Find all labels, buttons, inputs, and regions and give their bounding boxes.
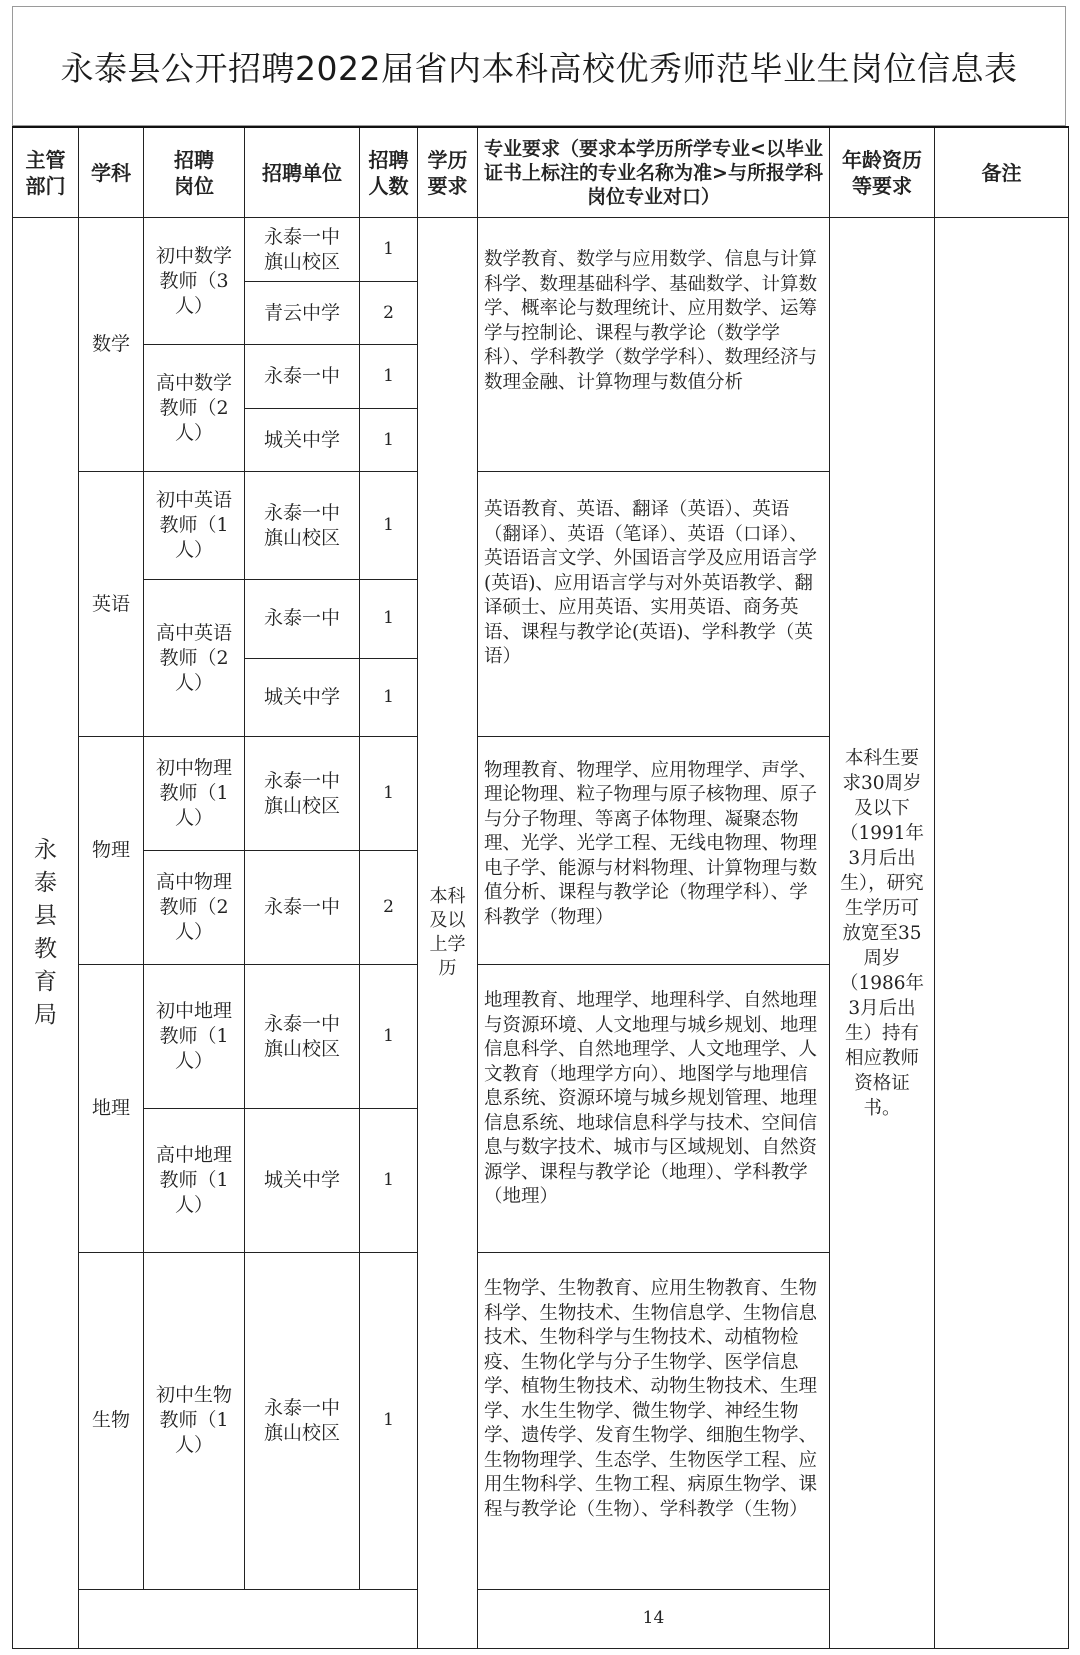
total-count-cell: 14 bbox=[478, 1589, 830, 1648]
unit-cell: 永泰一中旗山校区 bbox=[245, 736, 360, 850]
page-title: 永泰县公开招聘2022届省内本科高校优秀师范毕业生岗位信息表 bbox=[60, 48, 1018, 88]
header-row bbox=[13, 127, 1069, 218]
header-major: 专业要求（要求本学历所学专业<以毕业证书上标注的专业名称为准>与所报学科岗位专业对口） bbox=[478, 127, 830, 218]
subject-cell: 物理 bbox=[79, 736, 144, 965]
subject-cell: 生物 bbox=[79, 1253, 144, 1589]
count-cell: 1 bbox=[360, 408, 418, 471]
count-cell: 1 bbox=[360, 1253, 418, 1589]
major-cell: 数学教育、数学与应用数学、信息与计算科学、数理基础科学、基础数学、计算数学、概率论与数理统计、应用数学、运筹学与控制论、课程与教学论（数学学科）、学科教学（数学学科）、数理经济与数理金融、计算物理与数值分析 bbox=[478, 218, 830, 472]
unit-cell: 永泰一中 bbox=[245, 345, 360, 408]
header-remark: 备注 bbox=[935, 127, 1069, 218]
subject-cell: 地理 bbox=[79, 965, 144, 1253]
subject-cell: 数学 bbox=[79, 218, 144, 472]
age-requirement-cell: 本科生要求30周岁及以下（1991年3月后出生），研究生学历可放宽至35周岁（1986年3月后出生）持有相应教师资格证书。 bbox=[830, 218, 935, 1649]
header-age: 年龄资历等要求 bbox=[830, 127, 935, 218]
header-education: 学历要求 bbox=[418, 127, 478, 218]
position-cell: 初中地理教师（1人） bbox=[144, 965, 245, 1109]
position-cell: 初中生物教师（1人） bbox=[144, 1253, 245, 1589]
subject-cell: 英语 bbox=[79, 472, 144, 737]
header-position: 招聘岗位 bbox=[144, 127, 245, 218]
unit-cell: 城关中学 bbox=[245, 1109, 360, 1253]
major-cell: 物理教育、物理学、应用物理学、声学、理论物理、粒子物理与原子核物理、原子与分子物理、等离子体物理、凝聚态物理、光学、光学工程、无线电物理、物理电子学、能源与材料物理、计算物理与数值分析、课程与教学论（物理学科）、学科教学（物理） bbox=[478, 736, 830, 965]
unit-cell: 永泰一中旗山校区 bbox=[245, 218, 360, 281]
unit-cell: 城关中学 bbox=[245, 408, 360, 471]
recruitment-sheet bbox=[12, 6, 1068, 1651]
unit-cell: 城关中学 bbox=[245, 658, 360, 736]
header-unit: 招聘单位 bbox=[245, 127, 360, 218]
remark-cell bbox=[935, 218, 1069, 1649]
table-row bbox=[13, 218, 1069, 281]
count-cell: 1 bbox=[360, 218, 418, 281]
count-cell: 1 bbox=[360, 965, 418, 1109]
unit-cell: 永泰一中 bbox=[245, 851, 360, 965]
department-cell: 永泰县教育局 bbox=[13, 218, 79, 1649]
unit-cell: 青云中学 bbox=[245, 281, 360, 344]
count-cell: 1 bbox=[360, 472, 418, 580]
title-box bbox=[12, 6, 1066, 126]
header-dept: 主管部门 bbox=[13, 127, 79, 218]
count-cell: 1 bbox=[360, 580, 418, 658]
position-cell: 高中物理教师（2人） bbox=[144, 851, 245, 965]
count-cell: 2 bbox=[360, 851, 418, 965]
count-cell: 2 bbox=[360, 281, 418, 344]
count-cell: 1 bbox=[360, 345, 418, 408]
position-cell: 高中数学教师（2人） bbox=[144, 345, 245, 472]
count-cell: 1 bbox=[360, 658, 418, 736]
unit-cell: 永泰一中旗山校区 bbox=[245, 965, 360, 1109]
position-cell: 高中英语教师（2人） bbox=[144, 580, 245, 737]
count-cell: 1 bbox=[360, 1109, 418, 1253]
major-cell: 生物学、生物教育、应用生物教育、生物科学、生物技术、生物信息学、生物信息技术、生物科学与生物技术、动植物检疫、生物化学与分子生物学、医学信息学、植物生物技术、动物生物技术、生理学、水生生物学、微生物学、神经生物学、遗传学、发育生物学、细胞生物学、生物物理学、生态学、生物医学工程、应用生物科学、生物工程、病原生物学、课程与教学论（生物）、学科教学（生物） bbox=[478, 1253, 830, 1589]
unit-cell: 永泰一中旗山校区 bbox=[245, 472, 360, 580]
position-cell: 初中数学教师（3人） bbox=[144, 218, 245, 345]
unit-cell: 永泰一中 bbox=[245, 580, 360, 658]
education-cell: 本科及以上学历 bbox=[418, 218, 478, 1649]
major-cell: 地理教育、地理学、地理科学、自然地理与资源环境、人文地理与城乡规划、地理信息科学、自然地理学、人文地理学、人文教育（地理学方向）、地图学与地理信息系统、资源环境与城乡规划管理、地理信息系统、地球信息科学与技术、空间信息与数字技术、城市与区域规划、自然资源学、课程与教学论（地理）、学科教学（地理） bbox=[478, 965, 830, 1253]
position-cell: 初中物理教师（1人） bbox=[144, 736, 245, 850]
header-subject: 学科 bbox=[79, 127, 144, 218]
position-cell: 高中地理教师（1人） bbox=[144, 1109, 245, 1253]
total-label-cell bbox=[79, 1589, 418, 1648]
position-cell: 初中英语教师（1人） bbox=[144, 472, 245, 580]
positions-table bbox=[12, 126, 1069, 1649]
major-cell: 英语教育、英语、翻译（英语）、英语（翻译）、英语（笔译）、英语（口译）、英语语言文学、外国语言学及应用语言学(英语)、应用语言学与对外英语教学、翻译硕士、应用英语、实用英语、商务英语、课程与教学论(英语)、学科教学（英语） bbox=[478, 472, 830, 737]
header-count: 招聘人数 bbox=[360, 127, 418, 218]
count-cell: 1 bbox=[360, 736, 418, 850]
unit-cell: 永泰一中旗山校区 bbox=[245, 1253, 360, 1589]
